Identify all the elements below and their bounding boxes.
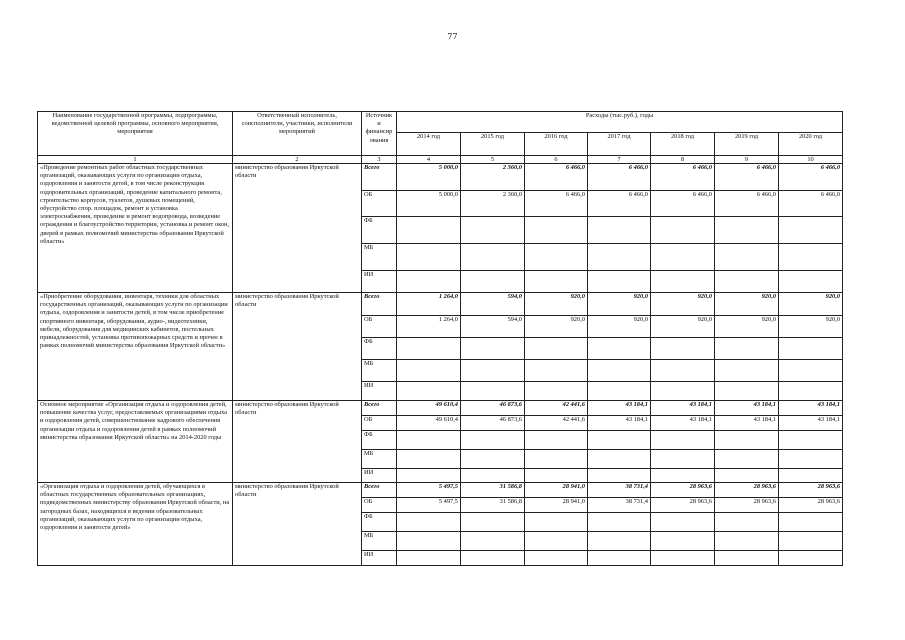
expense-value: 5 000,0 [397,164,461,191]
expense-value: 920,0 [715,293,779,316]
expense-value [715,469,779,483]
expense-value [397,382,461,401]
expense-value: 28 963,6 [779,498,843,513]
expense-value [525,244,588,271]
expense-value [525,450,588,469]
expense-value [779,360,843,382]
expense-value: 920,0 [525,316,588,338]
expense-value: 920,0 [651,293,715,316]
funding-source: Всего [362,293,397,316]
activity-name: «Проведение ремонтных работ областных государственных организаций, оказывающих услуги по организации отдыха, оздоровления и занятости детей, в том числе реконструкция оздоровительных организаций, проведение капитального ремонта, строительство корпусов, туалетов, душевых помещений, обустройство спор. площадок, ремонт и установка электроснабжения, проведение и ремонт водопровода, возведение ограждения и благоустройство территории, установка и ремонт окон, дверей в рамках полномочий министерства образования Иркутской области» [38,164,233,293]
header-year: 2020 год [779,133,843,156]
expense-value [461,360,525,382]
expense-value [779,271,843,293]
funding-source: МБ [362,450,397,469]
expense-value [715,338,779,360]
expense-value [525,382,588,401]
expense-value [588,360,651,382]
expense-value [779,513,843,532]
expense-value: 42 441,6 [525,416,588,431]
expense-value [715,382,779,401]
expense-value [651,271,715,293]
column-number: 7 [588,156,651,164]
table-row [38,164,843,191]
expense-value [461,271,525,293]
expense-value [588,450,651,469]
expense-value [525,532,588,551]
responsible-executor: министерство образования Иркутской области [233,293,362,401]
expense-value [397,450,461,469]
funding-source: Всего [362,483,397,498]
funding-source: ФБ [362,338,397,360]
responsible-executor: министерство образования Иркутской области [233,164,362,293]
funding-source: ОБ [362,316,397,338]
expense-value: 43 184,1 [651,416,715,431]
expense-value [525,431,588,450]
expense-value: 49 610,4 [397,416,461,431]
activity-name: «Приобретение оборудования, инвентаря, техники для областных государственных организаций, оказывающих услуги по организации отдыха, оздоровления и занятости детей, в том числе приобретение спортивного инвентаря, оборудования, аудио-, видеотехники, мебели, оборудования для медицинских кабинетов, постельных принадлежностей, установка противопожарных средств и прочее в рамках полномочий министерства образования Иркутской области» [38,293,233,401]
expense-value [588,382,651,401]
expense-value: 5 497,5 [397,483,461,498]
funding-source: ИИ [362,271,397,293]
expense-value [588,469,651,483]
expense-value [715,217,779,244]
funding-source: МБ [362,360,397,382]
responsible-executor: министерство образования Иркутской области [233,483,362,566]
expense-value: 43 184,1 [779,416,843,431]
expense-value [397,338,461,360]
expense-value: 43 184,1 [779,401,843,416]
expense-value [397,532,461,551]
funding-source: Всего [362,164,397,191]
expense-value [779,551,843,566]
column-number: 1 [38,156,233,164]
header-expenses: Расходы (тыс.руб.), годы [397,112,843,133]
column-number: 5 [461,156,525,164]
expense-value: 2 360,0 [461,164,525,191]
funding-source: МБ [362,532,397,551]
expense-value: 6 466,0 [651,191,715,217]
expense-value [651,244,715,271]
page-number: 77 [447,32,458,41]
column-number: 6 [525,156,588,164]
header-program-name: Наименование государственной программы, подпрограммы, ведомственной целевой программы, основного мероприятия, мероприятия [38,112,233,156]
expense-value [397,217,461,244]
activity-name: «Организация отдыха и оздоровления детей, обучающихся в областных государственных образовательных организациях, подведомственных министерству образования Иркутской области, на загородных базах, находящихся в ведении образовательных организаций, оказывающих услуги по организации отдыха, оздоровления и занятости детей» [38,483,233,566]
funding-source: МБ [362,244,397,271]
expense-value: 28 963,6 [651,483,715,498]
expense-value: 920,0 [779,316,843,338]
expense-value: 2 360,0 [461,191,525,217]
header-source: Источник и финансир ования [362,112,397,156]
expense-value: 38 731,4 [588,498,651,513]
expense-value: 28 963,6 [715,498,779,513]
expense-value: 6 466,0 [525,164,588,191]
expense-value: 46 873,6 [461,416,525,431]
funding-source: ОБ [362,191,397,217]
expense-value [461,551,525,566]
funding-source: ИИ [362,382,397,401]
column-number: 3 [362,156,397,164]
expense-value [779,244,843,271]
header-year: 2017 год [588,133,651,156]
table-row [38,293,843,316]
expense-value: 6 466,0 [588,191,651,217]
expense-value [779,431,843,450]
expense-value [779,382,843,401]
column-number: 8 [651,156,715,164]
expense-value [461,431,525,450]
expense-value [525,338,588,360]
expense-value [397,551,461,566]
table-row [38,483,843,498]
expense-value: 920,0 [588,293,651,316]
expense-value [461,382,525,401]
expense-value: 43 184,1 [715,416,779,431]
expense-value: 42 441,6 [525,401,588,416]
expense-value [397,469,461,483]
expense-value: 28 941,0 [525,483,588,498]
expense-value [588,513,651,532]
expense-value [779,338,843,360]
expense-value: 38 731,4 [588,483,651,498]
expense-value [651,551,715,566]
header-year: 2018 год [651,133,715,156]
expense-value: 920,0 [651,316,715,338]
expense-value: 49 610,4 [397,401,461,416]
expense-value [651,360,715,382]
expense-value: 31 586,8 [461,483,525,498]
expense-value [397,431,461,450]
funding-source: ИИ [362,551,397,566]
expense-value [588,244,651,271]
expense-value [461,513,525,532]
expense-value [525,551,588,566]
expense-value [715,244,779,271]
expense-value: 920,0 [715,316,779,338]
expense-value: 594,0 [461,316,525,338]
header-year: 2016 год [525,133,588,156]
expense-value [651,382,715,401]
expense-value [651,450,715,469]
expense-value [588,431,651,450]
header-year: 2015 год [461,133,525,156]
funding-source: ОБ [362,498,397,513]
column-number: 10 [779,156,843,164]
expense-value: 31 586,8 [461,498,525,513]
expense-value: 5 497,5 [397,498,461,513]
expense-value: 920,0 [779,293,843,316]
column-numbers-row [38,156,843,164]
expense-value: 43 184,1 [588,416,651,431]
expense-value [461,450,525,469]
expense-value [397,360,461,382]
expense-value [651,532,715,551]
expense-value: 920,0 [588,316,651,338]
expense-value [397,244,461,271]
expense-value [715,532,779,551]
expense-value [779,217,843,244]
expense-value: 43 184,1 [651,401,715,416]
expense-value: 6 466,0 [588,164,651,191]
expense-value: 28 963,6 [715,483,779,498]
expense-value [715,431,779,450]
expense-value: 1 264,0 [397,293,461,316]
expense-value: 6 466,0 [715,191,779,217]
expense-value [779,450,843,469]
expense-value [525,469,588,483]
expense-value [588,532,651,551]
expense-value [588,338,651,360]
expense-value [651,217,715,244]
budget-table [37,111,843,566]
expense-value [525,513,588,532]
expense-value [588,271,651,293]
column-number: 2 [233,156,362,164]
expense-value [397,513,461,532]
expense-value [779,469,843,483]
expense-value: 28 941,0 [525,498,588,513]
expense-value: 6 466,0 [779,191,843,217]
expense-value [715,513,779,532]
responsible-executor: министерство образования Иркутской области [233,401,362,483]
expense-value [715,360,779,382]
funding-source: Всего [362,401,397,416]
expense-value: 43 184,1 [715,401,779,416]
expense-value [779,532,843,551]
expense-value [461,469,525,483]
expense-value [461,338,525,360]
expense-value [588,217,651,244]
funding-source: ИИ [362,469,397,483]
expense-value [715,271,779,293]
expense-value: 6 466,0 [525,191,588,217]
expense-value [715,450,779,469]
header-responsible: Ответственный исполнитель, соисполнители, участники, исполнители мероприятий [233,112,362,156]
expense-value: 1 264,0 [397,316,461,338]
funding-source: ФБ [362,217,397,244]
expense-value [715,551,779,566]
table-row [38,401,843,416]
expense-value [461,217,525,244]
column-number: 9 [715,156,779,164]
expense-value: 46 873,6 [461,401,525,416]
funding-source: ФБ [362,513,397,532]
funding-source: ОБ [362,416,397,431]
expense-value [461,532,525,551]
expense-value [588,551,651,566]
expense-value [525,271,588,293]
expense-value [651,338,715,360]
header-year: 2019 год [715,133,779,156]
expense-value [461,244,525,271]
header-year: 2014 год [397,133,461,156]
expense-value [525,217,588,244]
table-body [38,164,843,566]
expense-value: 28 963,6 [651,498,715,513]
expense-value: 6 466,0 [651,164,715,191]
expense-value: 6 466,0 [779,164,843,191]
expense-value: 594,0 [461,293,525,316]
expense-value [397,271,461,293]
expense-value [651,469,715,483]
expense-value [525,360,588,382]
expense-value: 920,0 [525,293,588,316]
expense-value: 28 963,6 [779,483,843,498]
expense-value: 43 184,1 [588,401,651,416]
expense-value [651,431,715,450]
activity-name: Основное мероприятие «Организация отдыха и оздоровления детей, повышение качества услуг, предоставляемых организациями отдыха и оздоровления детей, совершенствование кадрового обеспечения организации отдыха и оздоровления детей в рамках полномочий министерства образования Иркутской области» на 2014-2020 годы [38,401,233,483]
expense-value: 5 000,0 [397,191,461,217]
column-number: 4 [397,156,461,164]
funding-source: ФБ [362,431,397,450]
expense-value [651,513,715,532]
expense-value: 6 466,0 [715,164,779,191]
